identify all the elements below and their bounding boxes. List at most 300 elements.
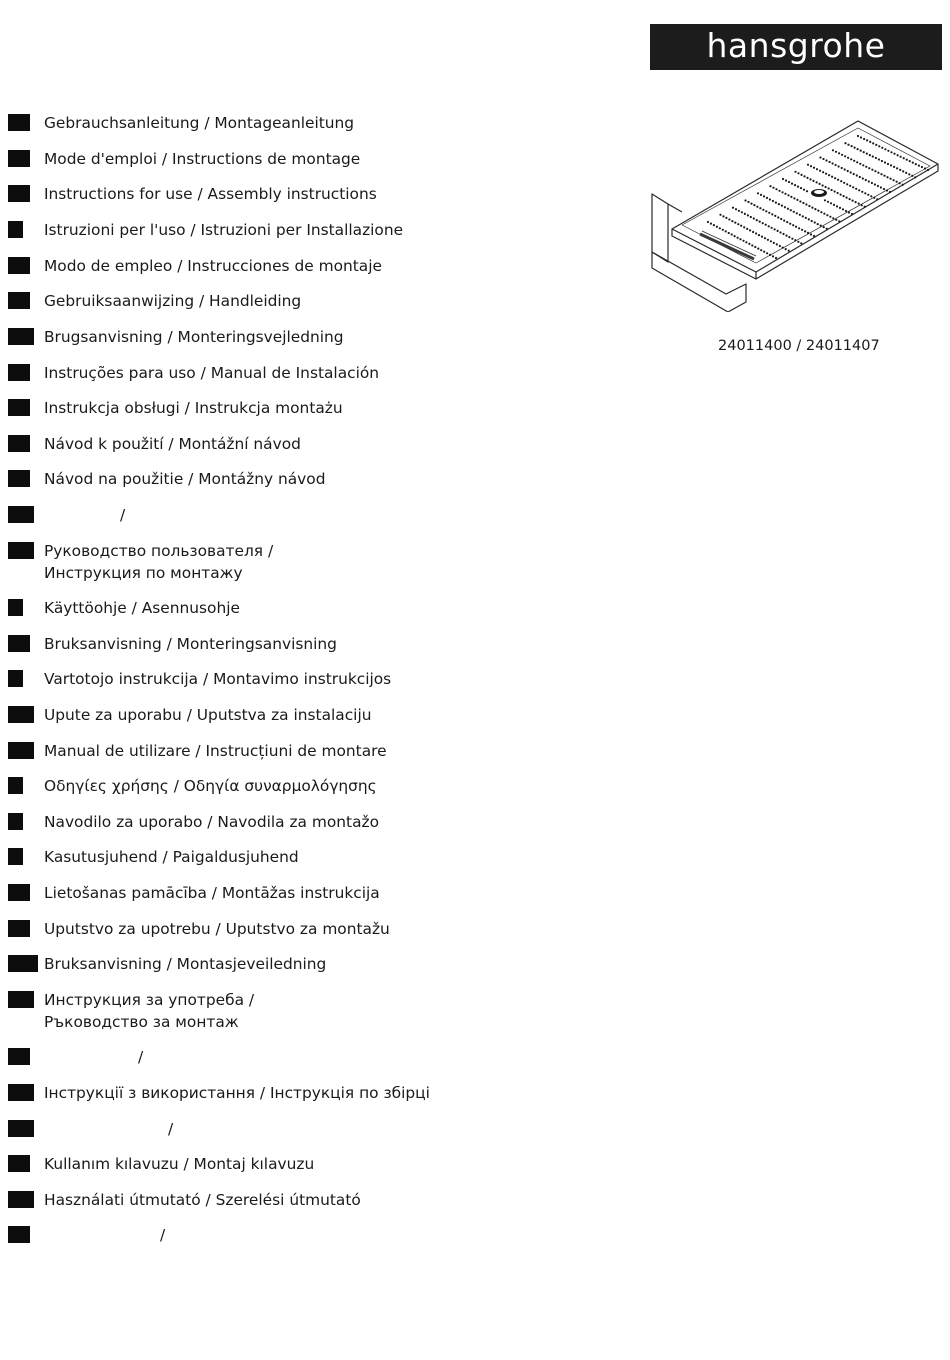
spray-nozzle-dot (799, 200, 801, 202)
spray-nozzle-dot (800, 174, 802, 176)
language-label: Kullanım kılavuzu / Montaj kılavuzu (44, 1155, 315, 1173)
language-item-no (8, 955, 327, 973)
spray-nozzle-dot (844, 155, 846, 157)
language-label: Gebrauchsanleitung / Montageanleitung (44, 114, 355, 132)
spray-nozzle-dot (734, 235, 736, 237)
spray-nozzle-dot (817, 210, 819, 212)
spray-nozzle-dot (794, 184, 796, 186)
spray-nozzle-dot (770, 240, 772, 242)
spray-nozzle-dot (751, 244, 753, 246)
spray-nozzle-dot (716, 226, 718, 228)
spray-nozzle-dot (881, 147, 883, 149)
spray-nozzle-dot (779, 245, 781, 247)
spray-nozzle-dot (774, 215, 776, 217)
spray-nozzle-dot (902, 184, 904, 186)
spray-nozzle-dot (876, 198, 878, 200)
spray-nozzle-dot (838, 220, 840, 222)
spray-nozzle-dot (883, 188, 885, 190)
spray-nozzle-dot (832, 217, 834, 219)
flag-icon (8, 848, 23, 865)
language-item-de (8, 114, 355, 132)
spray-nozzle-dot (852, 186, 854, 188)
spray-nozzle-dot (816, 168, 818, 170)
language-item-ja (8, 1120, 174, 1138)
spray-nozzle-dot (865, 166, 867, 168)
spray-nozzle-dot (785, 248, 787, 250)
spray-nozzle-dot (819, 156, 821, 158)
spray-nozzle-dot (859, 163, 861, 165)
spray-nozzle-dot (868, 180, 870, 182)
spray-nozzle-dot (842, 208, 844, 210)
spray-nozzle-dot (756, 219, 758, 221)
spray-nozzle-dot (819, 183, 821, 185)
spray-nozzle-dot (793, 211, 795, 213)
spray-nozzle-dot (806, 190, 808, 192)
spray-nozzle-dot (900, 156, 902, 158)
spray-nozzle-dot (883, 175, 885, 177)
flag-icon (8, 777, 23, 794)
flag-icon (8, 742, 34, 759)
language-label: Vartotojo instrukcija / Montavimo instrukcijos (44, 670, 392, 688)
spray-nozzle-dot (785, 235, 787, 237)
spray-nozzle-dot (863, 138, 865, 140)
spray-nozzle-dot (915, 163, 917, 165)
spray-nozzle-dot (871, 169, 873, 171)
spray-nozzle-dot (760, 249, 762, 251)
spray-nozzle-dot (794, 239, 796, 241)
spray-nozzle-dot (782, 178, 784, 180)
spray-nozzle-dot (866, 153, 868, 155)
spray-nozzle-dot (824, 199, 826, 201)
spray-nozzle-dot (837, 179, 839, 181)
spray-nozzle-dot (735, 208, 737, 210)
spray-nozzle-dot (722, 215, 724, 217)
spray-nozzle-dot (890, 151, 892, 153)
spray-nozzle-dot (840, 180, 842, 182)
spray-nozzle-dot (855, 201, 857, 203)
spray-nozzle-dot (828, 174, 830, 176)
spray-nozzle-dot (772, 200, 774, 202)
spray-nozzle-dot (757, 192, 759, 194)
spray-nozzle-dot (897, 154, 899, 156)
spray-nozzle-dot (725, 217, 727, 219)
language-item-sl (8, 813, 379, 831)
spray-nozzle-dot (810, 233, 812, 235)
spray-nozzle-dot (773, 242, 775, 244)
spray-nozzle-dot (826, 228, 828, 230)
flag-icon (8, 257, 30, 274)
spray-nozzle-dot (887, 150, 889, 152)
language-item-ru (8, 542, 274, 582)
language-label: Navodilo za uporabo / Navodila za montažo (44, 813, 379, 831)
spray-nozzle-dot (775, 257, 777, 259)
spray-nozzle-dot (871, 182, 873, 184)
spray-nozzle-dot (763, 251, 765, 253)
language-label: Gebruiksaanwijzing / Handleiding (44, 292, 302, 310)
spray-nozzle-dot (841, 167, 843, 169)
spray-nozzle-dot (747, 201, 749, 203)
spray-nozzle-dot (847, 157, 849, 159)
spray-nozzle-dot (765, 224, 767, 226)
spray-nozzle-dot (921, 166, 923, 168)
spray-nozzle-dot (899, 182, 901, 184)
spray-nozzle-dot (832, 162, 834, 164)
spray-nozzle-dot (753, 217, 755, 219)
spray-nozzle-dot (850, 171, 852, 173)
spray-nozzle-dot (881, 160, 883, 162)
flag-icon (8, 399, 30, 416)
spray-nozzle-dot (835, 219, 837, 221)
spray-nozzle-dot (819, 170, 821, 172)
language-label: Instruções para uso / Manual de Instalación (44, 364, 380, 382)
language-label: Руководство пользователя / Инструкция по монтажу (44, 542, 274, 582)
spray-nozzle-dot (829, 216, 831, 218)
flag-icon (8, 1120, 34, 1137)
spray-nozzle-dot (832, 149, 834, 151)
spray-nozzle-dot (927, 169, 929, 171)
language-label: Brugsanvisning / Monteringsvejledning (44, 328, 344, 346)
spray-nozzle-dot (788, 181, 790, 183)
spray-nozzle-dot (766, 252, 768, 254)
spray-nozzle-dot (820, 211, 822, 213)
spray-nozzle-dot (728, 218, 730, 220)
spray-nozzle-dot (875, 144, 877, 146)
spray-nozzle-dot (846, 197, 848, 199)
flag-icon (8, 920, 30, 937)
spray-nozzle-dot (833, 204, 835, 206)
spray-nozzle-dot (765, 210, 767, 212)
spray-nozzle-dot (800, 187, 802, 189)
language-label: Bruksanvisning / Montasjeveiledning (44, 955, 327, 973)
language-item-el (8, 777, 377, 795)
language-label: Οδηγίες χρήσης / Οδηγία συναρμολόγησης (44, 777, 377, 795)
spray-nozzle-dot (850, 158, 852, 160)
spray-nozzle-dot (870, 195, 872, 197)
flag-icon (8, 1226, 30, 1243)
spray-nozzle-dot (805, 203, 807, 205)
spray-nozzle-dot (777, 230, 779, 232)
spray-nozzle-dot (719, 214, 721, 216)
spray-nozzle-dot (848, 211, 850, 213)
spray-nozzle-dot (884, 148, 886, 150)
spray-nozzle-dot (899, 169, 901, 171)
spray-nozzle-dot (843, 182, 845, 184)
flag-icon (8, 435, 30, 452)
product-illustration (648, 112, 946, 312)
spray-nozzle-dot (857, 148, 859, 150)
spray-nozzle-dot (761, 236, 763, 238)
spray-nozzle-dot (814, 221, 816, 223)
spray-nozzle-dot (756, 206, 758, 208)
spray-nozzle-dot (742, 240, 744, 242)
spray-nozzle-dot (874, 170, 876, 172)
spray-nozzle-dot (792, 224, 794, 226)
language-item-sv (8, 635, 337, 653)
spray-nozzle-dot (713, 224, 715, 226)
spray-nozzle-dot (814, 208, 816, 210)
spray-nozzle-dot (872, 142, 874, 144)
spray-nozzle-dot (853, 160, 855, 162)
spray-nozzle-dot (893, 166, 895, 168)
flag-icon (8, 328, 34, 345)
spray-nozzle-dot (852, 200, 854, 202)
spray-nozzle-dot (886, 176, 888, 178)
spray-nozzle-dot (886, 189, 888, 191)
spray-nozzle-dot (813, 235, 815, 237)
spray-nozzle-dot (830, 202, 832, 204)
spray-nozzle-dot (912, 162, 914, 164)
language-label: Használati útmutató / Szerelési útmutató (44, 1191, 361, 1209)
flag-icon (8, 635, 30, 652)
spray-nozzle-dot (874, 183, 876, 185)
spray-nozzle-dot (780, 218, 782, 220)
spray-nozzle-dot (793, 197, 795, 199)
spray-nozzle-dot (776, 243, 778, 245)
language-label: Lietošanas pamācība / Montāžas instrukcija (44, 884, 380, 902)
spray-nozzle-dot (782, 233, 784, 235)
spray-nozzle-dot (774, 228, 776, 230)
spray-nozzle-dot (862, 164, 864, 166)
flag-icon (8, 1048, 30, 1065)
spray-nozzle-dot (779, 231, 781, 233)
flag-icon (8, 221, 23, 238)
language-item-fr (8, 150, 361, 168)
language-label: Инструкция за употреба / Ръководство за монтаж (44, 991, 255, 1031)
spray-nozzle-dot (849, 185, 851, 187)
spray-nozzle-dot (880, 186, 882, 188)
spray-nozzle-dot (739, 238, 741, 240)
language-item-cs (8, 435, 301, 453)
spray-nozzle-dot (763, 195, 765, 197)
spray-nozzle-dot (771, 227, 773, 229)
spray-nozzle-dot (909, 160, 911, 162)
spray-nozzle-dot (745, 241, 747, 243)
spray-nozzle-dot (869, 154, 871, 156)
spray-nozzle-dot (853, 173, 855, 175)
spray-nozzle-dot (809, 178, 811, 180)
language-label: Kasutusjuhend / Paigaldusjuhend (44, 848, 299, 866)
spray-nozzle-dot (757, 248, 759, 250)
spray-nozzle-dot (794, 171, 796, 173)
spray-nozzle-dot (823, 226, 825, 228)
language-item-hr (8, 706, 372, 724)
flag-icon (8, 1155, 30, 1172)
spray-nozzle-dot (771, 213, 773, 215)
language-label: / (168, 1120, 174, 1138)
spray-nozzle-dot (843, 195, 845, 197)
spray-nozzle-dot (769, 254, 771, 256)
spray-nozzle-dot (768, 212, 770, 214)
flag-icon (8, 114, 30, 131)
spray-nozzle-dot (834, 177, 836, 179)
spray-nozzle-dot (872, 155, 874, 157)
spray-nozzle-dot (906, 159, 908, 161)
language-item-hu (8, 1191, 361, 1209)
spray-nozzle-dot (805, 217, 807, 219)
spray-nozzle-dot (860, 150, 862, 152)
spray-nozzle-dot (707, 221, 709, 223)
spray-nozzle-dot (914, 176, 916, 178)
language-item-en (8, 185, 377, 203)
language-item-lv (8, 884, 380, 902)
spray-nozzle-dot (822, 158, 824, 160)
language-item-es (8, 257, 382, 275)
spray-nozzle-dot (896, 181, 898, 183)
spray-nozzle-dot (749, 229, 751, 231)
spray-nozzle-dot (740, 225, 742, 227)
spray-nozzle-dot (748, 243, 750, 245)
spray-nozzle-dot (880, 173, 882, 175)
spray-nozzle-dot (903, 157, 905, 159)
spray-nozzle-dot (719, 227, 721, 229)
spray-nozzle-dot (732, 207, 734, 209)
spray-nozzle-dot (869, 141, 871, 143)
spray-nozzle-dot (797, 241, 799, 243)
spray-nozzle-dot (846, 183, 848, 185)
spray-nozzle-dot (808, 205, 810, 207)
spray-nozzle-dot (772, 187, 774, 189)
language-item-lt (8, 670, 392, 688)
spray-nozzle-dot (722, 229, 724, 231)
spray-nozzle-dot (825, 173, 827, 175)
spray-nozzle-dot (878, 158, 880, 160)
spray-nozzle-dot (827, 201, 829, 203)
spray-nozzle-dot (839, 207, 841, 209)
spray-nozzle-dot (854, 147, 856, 149)
flag-icon (8, 506, 34, 523)
language-label: Istruzioni per l'uso / Istruzioni per Installazione (44, 221, 404, 239)
spray-nozzle-dot (811, 207, 813, 209)
spray-nozzle-dot (902, 170, 904, 172)
spray-nozzle-dot (860, 136, 862, 138)
language-label: Mode d'emploi / Instructions de montage (44, 150, 361, 168)
spray-nozzle-dot (787, 194, 789, 196)
spray-nozzle-dot (807, 232, 809, 234)
spray-nozzle-dot (791, 183, 793, 185)
spray-nozzle-dot (762, 222, 764, 224)
language-item-tr (8, 1155, 315, 1173)
spray-nozzle-dot (865, 179, 867, 181)
spray-nozzle-dot (905, 172, 907, 174)
spray-nozzle-dot (786, 221, 788, 223)
spray-nozzle-dot (741, 211, 743, 213)
spray-nozzle-dot (781, 205, 783, 207)
spray-nozzle-dot (766, 197, 768, 199)
spray-nozzle-dot (738, 210, 740, 212)
spray-nozzle-dot (750, 216, 752, 218)
language-label: Інструкції з використання / Інструкція по збірці (44, 1084, 430, 1102)
language-item-fi (8, 599, 240, 617)
spray-nozzle-dot (791, 238, 793, 240)
spray-nozzle-dot (731, 233, 733, 235)
flag-icon (8, 1191, 34, 1208)
language-label: Uputstvo za upotrebu / Uputstvo za montažu (44, 920, 390, 938)
language-label: Instrukcja obsługi / Instrukcja montażu (44, 399, 343, 417)
spray-nozzle-dot (806, 177, 808, 179)
spray-nozzle-dot (875, 157, 877, 159)
spray-nozzle-dot (831, 176, 833, 178)
language-label: / (138, 1048, 144, 1066)
spray-nozzle-dot (728, 232, 730, 234)
spray-nozzle-dot (725, 230, 727, 232)
spray-nozzle-dot (784, 206, 786, 208)
spray-nozzle-dot (798, 227, 800, 229)
spray-nozzle-dot (868, 167, 870, 169)
spray-nozzle-dot (764, 237, 766, 239)
spray-nozzle-dot (835, 151, 837, 153)
spray-nozzle-dot (856, 161, 858, 163)
spray-nozzle-dot (778, 190, 780, 192)
language-label: / (160, 1226, 166, 1244)
language-item-pl (8, 399, 343, 417)
language-item-ar (8, 1048, 144, 1066)
language-item-ro (8, 742, 387, 760)
spray-nozzle-dot (844, 168, 846, 170)
spray-nozzle-dot (758, 234, 760, 236)
spray-nozzle-dot (823, 213, 825, 215)
spray-nozzle-dot (864, 192, 866, 194)
spray-nozzle-dot (796, 212, 798, 214)
spray-nozzle-dot (743, 226, 745, 228)
language-label: Modo de empleo / Instrucciones de montaje (44, 257, 382, 275)
spray-nozzle-dot (812, 180, 814, 182)
product-codes: 24011400 / 24011407 (718, 338, 880, 354)
spray-nozzle-dot (858, 203, 860, 205)
spray-nozzle-dot (861, 204, 863, 206)
spray-nozzle-dot (710, 223, 712, 225)
spray-nozzle-dot (859, 176, 861, 178)
spray-nozzle-dot (769, 198, 771, 200)
spray-nozzle-dot (797, 172, 799, 174)
spray-nozzle-dot (844, 142, 846, 144)
spray-nozzle-dot (762, 209, 764, 211)
spray-nozzle-dot (787, 208, 789, 210)
spray-nozzle-dot (847, 170, 849, 172)
spray-nozzle-dot (789, 223, 791, 225)
spray-nozzle-dot (817, 223, 819, 225)
language-item-bg (8, 991, 255, 1031)
language-item-sk (8, 470, 326, 488)
spray-nozzle-dot (746, 228, 748, 230)
flag-icon (8, 706, 34, 723)
spray-nozzle-dot (856, 174, 858, 176)
spray-nozzle-dot (847, 144, 849, 146)
spray-nozzle-dot (802, 215, 804, 217)
spray-nozzle-dot (744, 213, 746, 215)
spray-nozzle-dot (772, 255, 774, 257)
spray-nozzle-dot (838, 165, 840, 167)
flag-icon (8, 955, 38, 972)
flag-icon (8, 470, 30, 487)
spray-nozzle-dot (785, 179, 787, 181)
spray-nozzle-dot (862, 177, 864, 179)
flag-icon (8, 884, 30, 901)
language-label: Instructions for use / Assembly instructions (44, 185, 377, 203)
flag-icon (8, 813, 23, 830)
spray-nozzle-dot (816, 181, 818, 183)
spray-nozzle-dot (760, 194, 762, 196)
spray-nozzle-dot (873, 197, 875, 199)
language-item-it (8, 221, 404, 239)
spray-nozzle-dot (849, 198, 851, 200)
spray-nozzle-dot (864, 206, 866, 208)
spray-nozzle-dot (855, 188, 857, 190)
spray-nozzle-dot (867, 194, 869, 196)
spray-nozzle-dot (911, 175, 913, 177)
spray-nozzle-dot (840, 194, 842, 196)
spray-nozzle-dot (887, 163, 889, 165)
spray-nozzle-dot (737, 223, 739, 225)
